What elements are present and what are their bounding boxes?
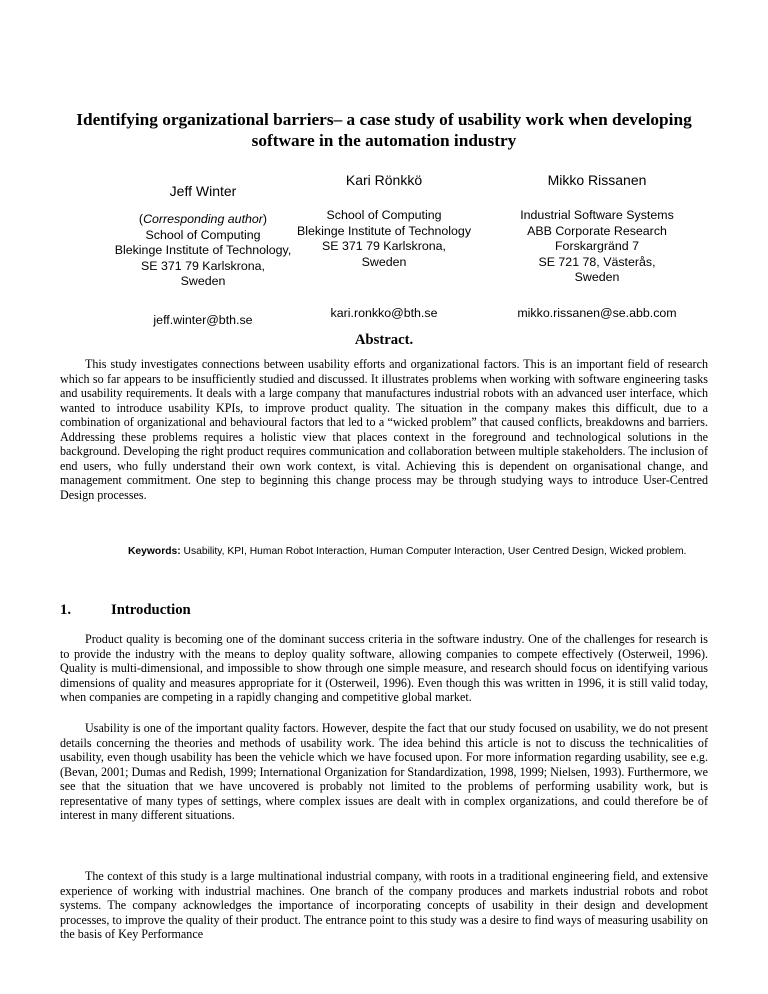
body-paragraph: The context of this study is a large multinational industrial company, with roots in a traditional engineering field, and extensive experience of working with industrial machines. One branch of the company produces and markets industrial robots and robot systems. The company acknowledges the importance of incorporating concepts of usability in their design and development processes, to improve the quality of their product. The entrance point to this study was a desire to find ways of measuring usability on the basis of Key Performance — [60, 869, 708, 941]
author-affiliation — [488, 208, 706, 286]
affiliation-line: Sweden — [180, 274, 226, 288]
abstract-heading: Abstract. — [354, 332, 414, 348]
affiliation-line: Industrial Software Systems — [520, 208, 674, 222]
affiliation-line: School of Computing — [326, 208, 442, 222]
author-email: jeff.winter@bth.se — [153, 313, 253, 327]
author-role-line: (Corresponding author) — [138, 212, 268, 226]
affiliation-line: Blekinge Institute of Technology — [296, 223, 472, 238]
author-email: mikko.rissanen@se.abb.com — [517, 306, 677, 320]
section-number: 1. — [60, 602, 72, 618]
author-name: Jeff Winter — [169, 183, 237, 199]
abstract-text: This study investigates connections between usability efforts and organizational factors. This is an important field of research which so far appears to be insufficiently studied and discussed. It illustrates problems when working with software engineering tasks and usability requirements. It deals with a large company that manufactures industrial robots with an advanced user interface, which wanted to introduce usability KPIs, to improve product quality. The situation in the company makes this difficult, due to a combination of organizational and behavioural factors that led to a “wicked problem” that caused conflicts, breakdowns and barriers. Addressing these problems requires a holistic view that places context in the foreground and technological solutions in the background. Developing the right product requires communication and collaboration between multiple stakeholders. The inclusion of end users, who fully understand their own work context, is vital. Achieving this is dependent on organisational change, and management commitment. One step to beginning this change process may be through studying ways to introduce User-Centred Design processes. — [60, 357, 708, 502]
author-email: kari.ronkko@bth.se — [330, 306, 438, 320]
affiliation-line: Sweden — [574, 270, 620, 284]
affiliation-line: ABB Corporate Research — [527, 223, 667, 238]
paper-title: Identifying organizational barriers– a case study of usability work when developing software in the automation industry — [76, 110, 692, 150]
affiliation-line: Blekinge Institute of Technology, — [114, 243, 292, 257]
affiliation-line: SE 721 78, Västerås, — [538, 254, 656, 269]
keywords-label: Keywords: — [128, 546, 181, 557]
author-role: Corresponding author — [143, 212, 263, 226]
author-name: Kari Rönkkö — [345, 172, 423, 188]
affiliation-line: SE 371 79 Karlskrona, — [322, 239, 446, 253]
keywords-text: Usability, KPI, Human Robot Interaction, Human Computer Interaction, User Centred Design, Wicked problem. — [183, 546, 687, 557]
body-paragraph: Usability is one of the important quality factors. However, despite the fact that our study focused on usability, we do not present details concerning the theories and methods of usability work. The idea behind this article is not to discuss the technicalities of usability, even though usability has been the vehicle which we have focused upon. For more information regarding usability, see e.g. (Bevan, 2001; Dumas and Redish, 1999; International Organization for Standardization, 1998, 1999; Nielsen, 1993). Furthermore, we see that the situation that we have uncovered is probably not limited to the problems of performing usability work, but is representative of many types of settings, where complex issues are dealt with in complex organizations, and could therefore be of interest in many different situations. — [60, 721, 708, 822]
section-title: Introduction — [111, 602, 191, 618]
keywords — [128, 545, 724, 559]
affiliation-line: School of Computing — [145, 227, 261, 242]
affiliation-line: Forskargränd 7 — [554, 239, 640, 253]
affiliation-line: Sweden — [361, 254, 407, 269]
author-affiliation — [270, 208, 498, 270]
author-name: Mikko Rissanen — [547, 172, 647, 188]
body-paragraph: Product quality is becoming one of the dominant success criteria in the software industry. One of the challenges for research is to provide the industry with the means to deploy quality software, allowing companies to compete effectively (Osterweil, 1996). Quality is multi-dimensional, and impossible to show through one simple measure, and research should focus on identifying various dimensions of quality and measures appropriate for it (Osterweil, 1996). Even though this was written in 1996, it is still valid today, when companies are competing in a rapidly changing and competitive global market. — [60, 632, 708, 704]
affiliation-line: SE 371 79 Karlskrona, — [141, 258, 265, 273]
